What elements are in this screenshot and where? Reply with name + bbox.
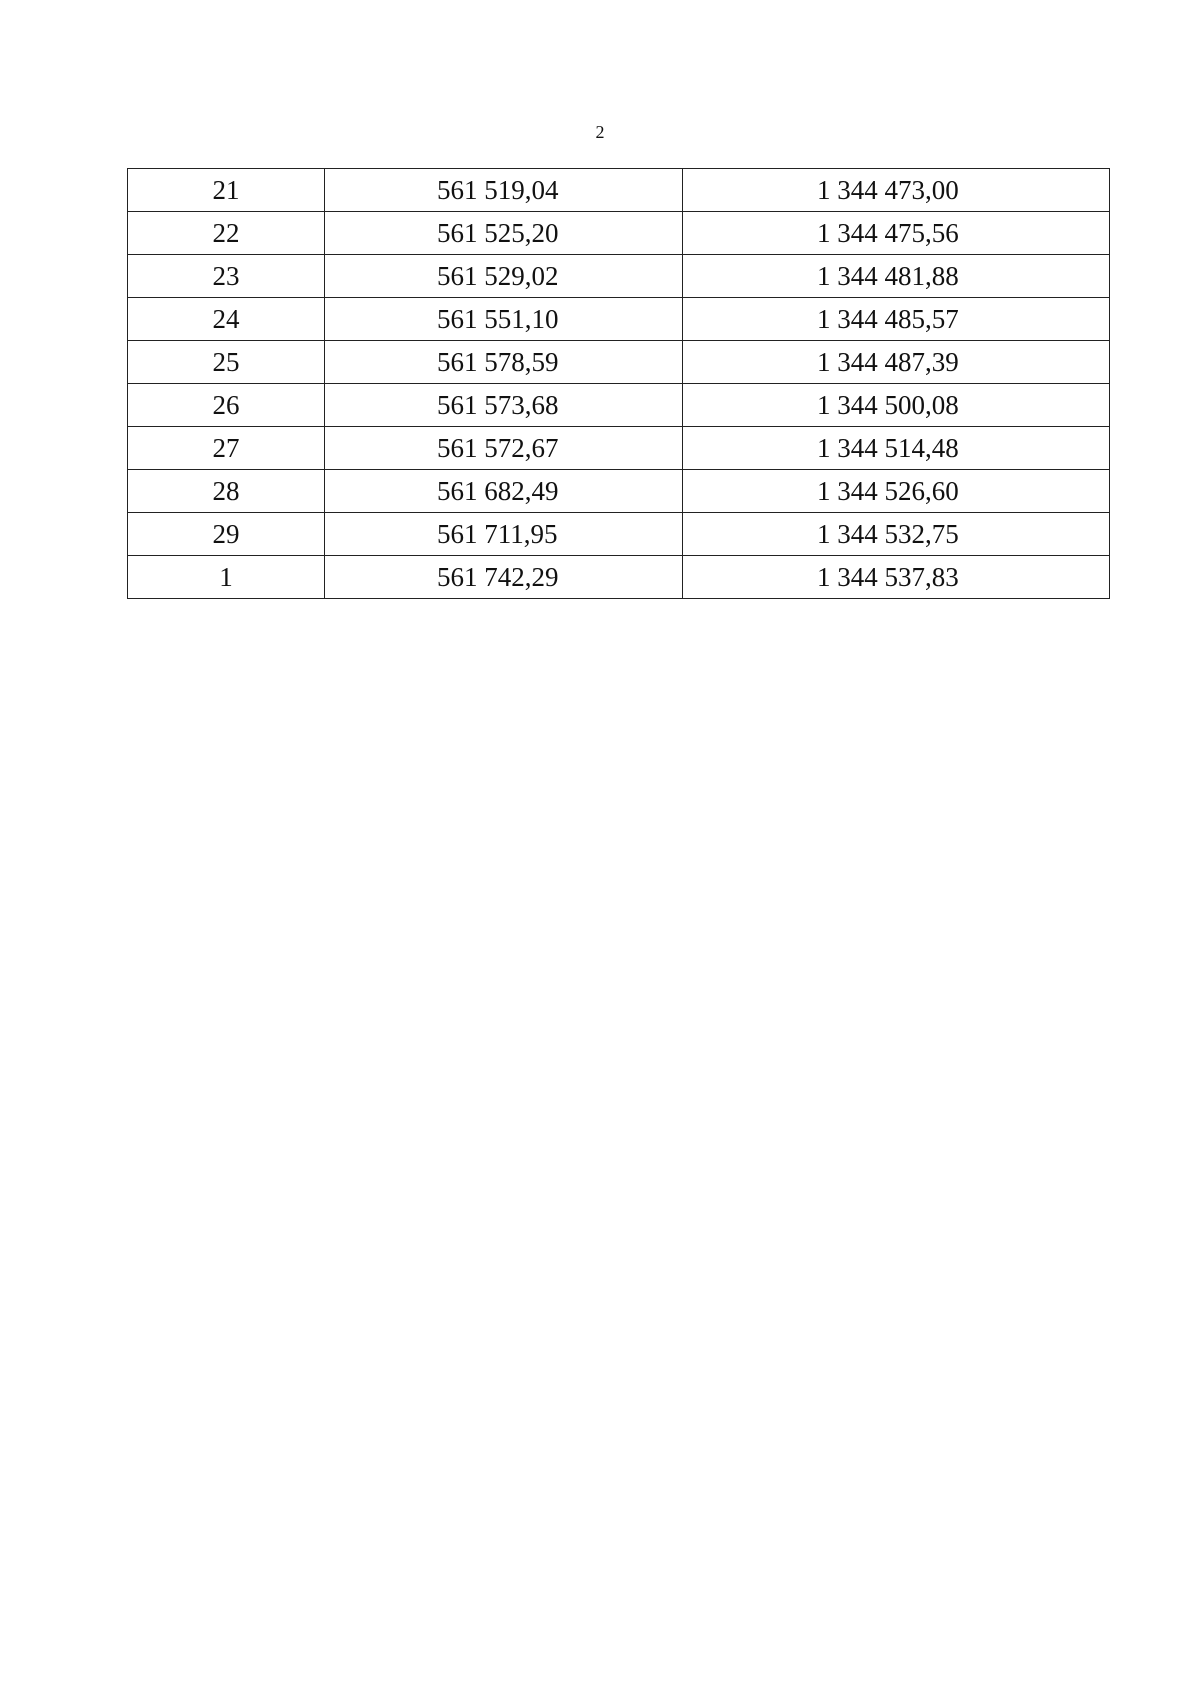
y-coordinate-cell: 1 344 487,39 bbox=[683, 341, 1110, 384]
point-number-cell: 25 bbox=[128, 341, 325, 384]
page-number: 2 bbox=[595, 122, 605, 142]
y-coordinate-cell: 1 344 537,83 bbox=[683, 556, 1110, 599]
x-coordinate-cell: 561 742,29 bbox=[325, 556, 683, 599]
y-coordinate-cell: 1 344 475,56 bbox=[683, 212, 1110, 255]
y-coordinate-cell: 1 344 485,57 bbox=[683, 298, 1110, 341]
x-coordinate-cell: 561 529,02 bbox=[325, 255, 683, 298]
table-row bbox=[128, 513, 1110, 556]
point-number-cell: 22 bbox=[128, 212, 325, 255]
y-coordinate-cell: 1 344 514,48 bbox=[683, 427, 1110, 470]
table-row bbox=[128, 298, 1110, 341]
table-row bbox=[128, 169, 1110, 212]
point-number-cell: 26 bbox=[128, 384, 325, 427]
y-coordinate-cell: 1 344 526,60 bbox=[683, 470, 1110, 513]
y-coordinate-cell: 1 344 473,00 bbox=[683, 169, 1110, 212]
coordinates-table-body bbox=[128, 169, 1110, 599]
x-coordinate-cell: 561 711,95 bbox=[325, 513, 683, 556]
table-row bbox=[128, 255, 1110, 298]
table-row bbox=[128, 384, 1110, 427]
x-coordinate-cell: 561 525,20 bbox=[325, 212, 683, 255]
y-coordinate-cell: 1 344 500,08 bbox=[683, 384, 1110, 427]
x-coordinate-cell: 561 682,49 bbox=[325, 470, 683, 513]
point-number-cell: 27 bbox=[128, 427, 325, 470]
x-coordinate-cell: 561 578,59 bbox=[325, 341, 683, 384]
x-coordinate-cell: 561 551,10 bbox=[325, 298, 683, 341]
table-row bbox=[128, 341, 1110, 384]
point-number-cell: 24 bbox=[128, 298, 325, 341]
point-number-cell: 29 bbox=[128, 513, 325, 556]
table-row bbox=[128, 470, 1110, 513]
point-number-cell: 1 bbox=[128, 556, 325, 599]
y-coordinate-cell: 1 344 532,75 bbox=[683, 513, 1110, 556]
x-coordinate-cell: 561 572,67 bbox=[325, 427, 683, 470]
coordinates-table bbox=[127, 168, 1110, 599]
table-row bbox=[128, 212, 1110, 255]
y-coordinate-cell: 1 344 481,88 bbox=[683, 255, 1110, 298]
table-row bbox=[128, 427, 1110, 470]
point-number-cell: 28 bbox=[128, 470, 325, 513]
point-number-cell: 21 bbox=[128, 169, 325, 212]
point-number-cell: 23 bbox=[128, 255, 325, 298]
table-row bbox=[128, 556, 1110, 599]
x-coordinate-cell: 561 519,04 bbox=[325, 169, 683, 212]
x-coordinate-cell: 561 573,68 bbox=[325, 384, 683, 427]
